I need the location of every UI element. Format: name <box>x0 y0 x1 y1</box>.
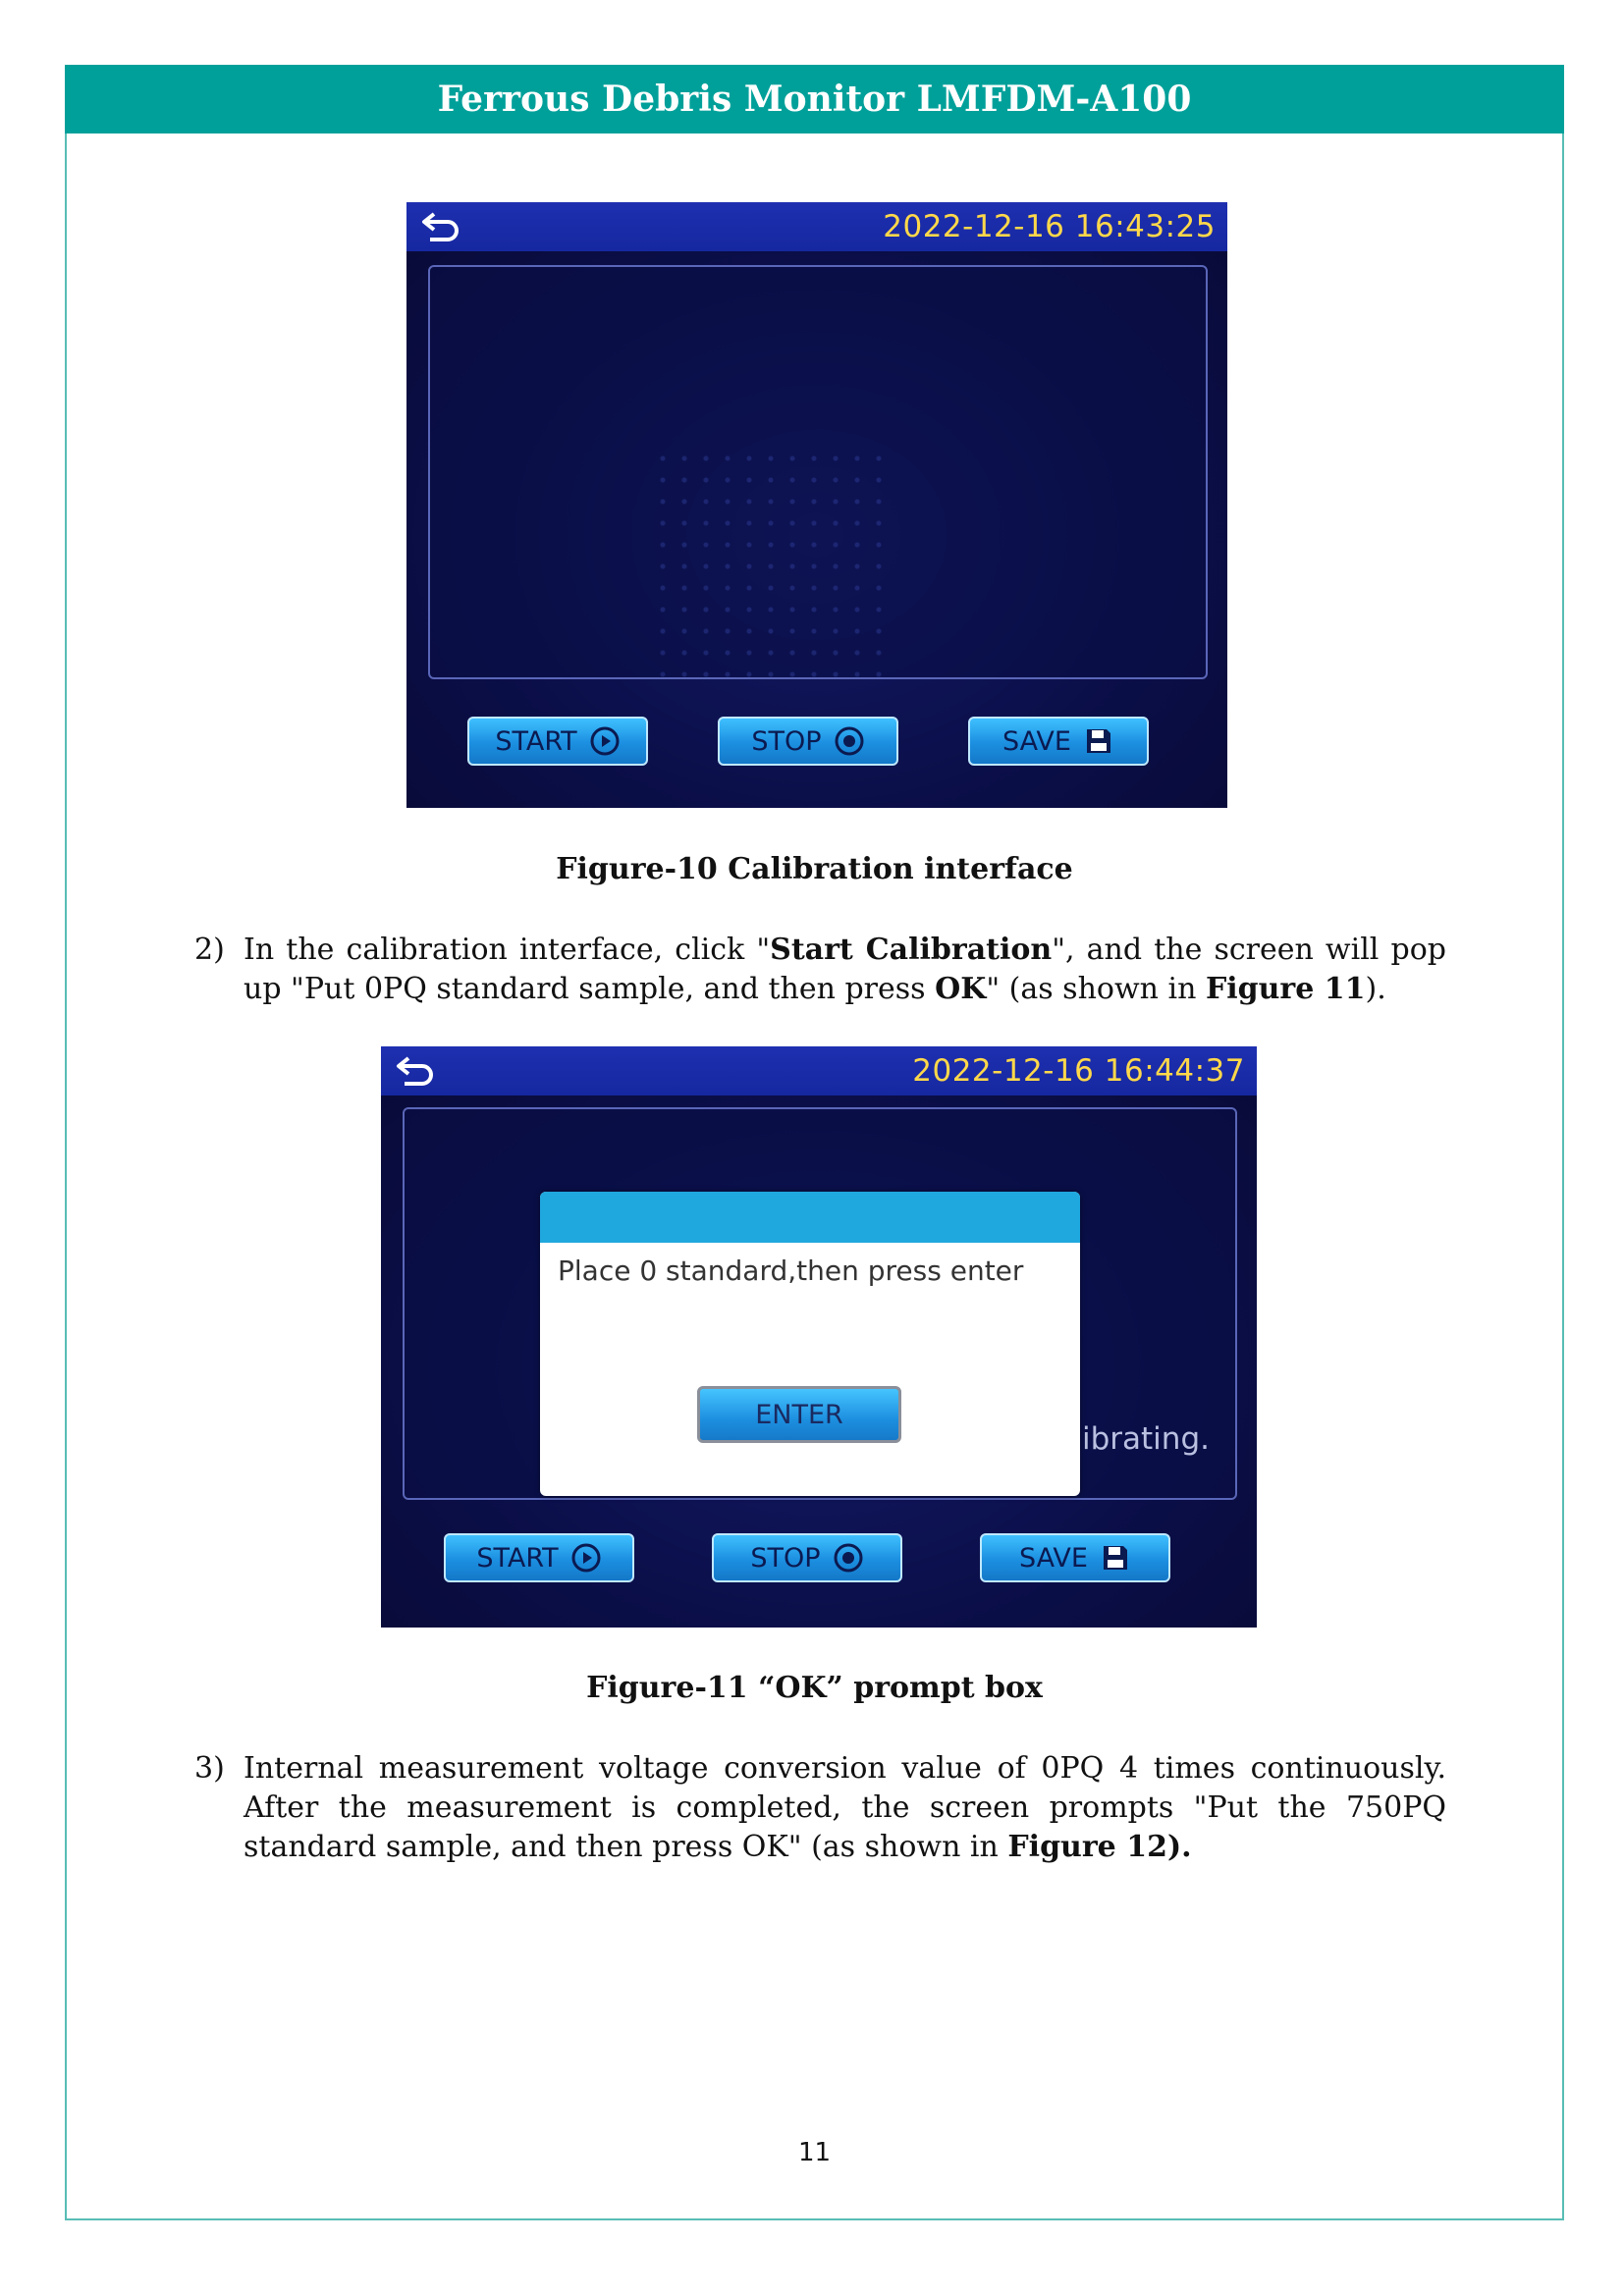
figure-10-screen <box>406 202 1227 808</box>
stop-button-label: STOP <box>751 725 822 757</box>
step-3-bold-1: Figure 12). <box>1007 1830 1192 1864</box>
step-2-text-4: ). <box>1365 972 1386 1006</box>
step-2-bold-2: OK <box>935 972 987 1006</box>
dialog-message: Place 0 standard,then press enter <box>558 1255 1024 1287</box>
step-2-number: 2) <box>194 933 225 967</box>
step-2-bold-3: Figure 11 <box>1205 972 1366 1006</box>
stop-icon <box>834 725 865 757</box>
save-button[interactable] <box>980 1533 1170 1582</box>
background-pattern <box>652 448 897 693</box>
stop-button[interactable] <box>718 717 898 766</box>
step-3-paragraph <box>194 1749 1446 1867</box>
figure-11-screen <box>381 1046 1257 1628</box>
page-number: 11 <box>797 2138 832 2167</box>
enter-button[interactable] <box>697 1386 901 1443</box>
header-title: Ferrous Debris Monitor LMFDM-A100 <box>437 79 1192 120</box>
screen-datetime: 2022-12-16 16:44:37 <box>912 1053 1245 1089</box>
back-arrow-icon[interactable] <box>420 208 463 245</box>
step-2-paragraph <box>194 931 1446 1009</box>
figure-11-caption: Figure-11 “OK” prompt box <box>586 1671 1043 1705</box>
step-2-text-2: ", and the screen will pop up "Put 0PQ standard sample, and then press <box>244 933 1446 1006</box>
start-button-label: START <box>495 725 577 757</box>
play-icon <box>570 1542 602 1574</box>
dialog-titlebar <box>540 1192 1080 1243</box>
calibration-status-text: ibrating. <box>1082 1421 1210 1457</box>
start-button-label: START <box>476 1542 559 1574</box>
step-2-bold-1: Start Calibration <box>770 933 1053 967</box>
save-button[interactable] <box>968 717 1149 766</box>
step-2-text-1: In the calibration interface, click " <box>244 933 771 967</box>
enter-button-label: ENTER <box>755 1399 843 1430</box>
figure-10-caption: Figure-10 Calibration interface <box>556 852 1073 886</box>
save-button-label: SAVE <box>1019 1542 1088 1574</box>
floppy-disk-icon <box>1083 725 1114 757</box>
start-button[interactable] <box>467 717 648 766</box>
stop-icon <box>833 1542 864 1574</box>
page-header <box>65 65 1564 133</box>
play-icon <box>589 725 621 757</box>
screen-datetime: 2022-12-16 16:43:25 <box>883 209 1216 244</box>
step-2-text-3: " (as shown in <box>986 972 1206 1006</box>
start-button[interactable] <box>444 1533 634 1582</box>
back-arrow-icon[interactable] <box>395 1052 438 1090</box>
prompt-dialog <box>540 1192 1080 1496</box>
save-button-label: SAVE <box>1002 725 1071 757</box>
stop-button-label: STOP <box>750 1542 821 1574</box>
step-3-number: 3) <box>194 1751 225 1786</box>
stop-button[interactable] <box>712 1533 902 1582</box>
floppy-disk-icon <box>1100 1542 1131 1574</box>
step-3-text-1: Internal measurement voltage conversion value of 0PQ 4 times continuously. After the measurement is completed, the screen prompts "Put the 750PQ standard sample, and then press OK" (as shown in <box>244 1751 1446 1864</box>
